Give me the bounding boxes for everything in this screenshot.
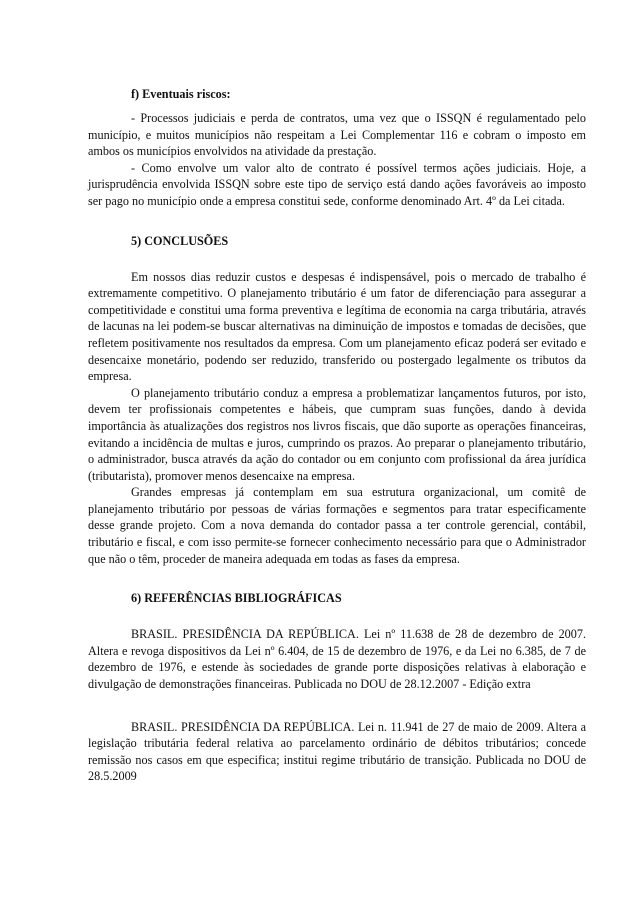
section-heading-referencias: 6) REFERÊNCIAS BIBLIOGRÁFICAS (131, 591, 342, 606)
reference-item-1: BRASIL. PRESIDÊNCIA DA REPÚBLICA. Lei nº 11.638 de 28 de dezembro de 2007. Altera e revoga dispositivos da Lei nº 6.404, de 15 de dezembro de 1976, e da Lei no 6.385, de 7 de dezembro de 1976, e estende às sociedades de grande porte disposições relativas à elaboração e divulgação de demonstrações financeiras. Publicada no DOU de 28.12.2007 - Edição extra (88, 627, 586, 692)
section-heading-riscos: f) Eventuais riscos: (131, 87, 231, 101)
paragraph-conclusoes-2: O planejamento tributário conduz a empresa a problematizar lançamentos futuros, por isto, devem ter profissionais competentes e hábeis, que cumpram suas funções, dando à devida importância às atualizações dos registros nos livros fiscais, que dão suporte as operações financeiras, evitando a incidência de multas e juros, cumprindo os prazos. Ao preparar o planejamento tributário, o administrador, busca através da ação do contador ou em conjunto com profissional da área jurídica (tributarista), promover menos desencaixe na empresa. (88, 385, 586, 483)
section-conclusoes (88, 233, 586, 568)
paragraph-conclusoes-3: Grandes empresas já contemplam em sua estrutura organizacional, um comitê de planejamento tributário por pessoas de várias formações e segmentos para tratar especificamente desse grande projeto. Com a nova demanda do contador passa a ter controle gerencial, contábil, tributário e fiscal, e com isso permite-se fornecer conhecimento necessário para que o Administrador que não o têm, proceder de maneira adequada em todas as fases da empresa. (88, 485, 586, 566)
paragraph-conclusoes-1: Em nossos dias reduzir custos e despesas é indispensável, pois o mercado de trabalho é extremamente competitivo. O planejamento tributário é um fator de diferenciação para assegurar a competitividade e constitui uma forma preventiva e legítima de economia na carga tributária, através de lacunas na lei podem-se buscar alternativas na diminuição de impostos e tomadas de decisões, que refletem positivamente nos resultados da empresa. Com um planejamento eficaz poderá ser evitado e desencaixe monetário, podendo ser reduzido, transferido ou postergado legalmente os tributos da empresa. (88, 269, 586, 384)
reference-item-2: BRASIL. PRESIDÊNCIA DA REPÚBLICA. Lei n. 11.941 de 27 de maio de 2009. Altera a legislação tributária federal relativa ao parcelamento ordinário de débitos tributários; concede remissão nos casos em que especifica; institui regime tributário de transição. Publicada no DOU de 28.5.2009 (88, 719, 586, 784)
paragraph-riscos-1: - Processos judiciais e perda de contratos, uma vez que o ISSQN é regulamentado pelo município, e muitos municípios não respeitam a Lei Complementar 116 e cobram o imposto em ambos os municípios envolvidos na atividade da prestação. (88, 111, 586, 159)
paragraph-riscos-2: - Como envolve um valor alto de contrato é possível termos ações judiciais. Hoje, a jurisprudência envolvida ISSQN sobre este tipo de serviço está dando ações favoráveis ao imposto ser pago no município onde a empresa constitui sede, conforme denominado Art. 4º da Lei citada. (88, 160, 586, 208)
section-eventuais-riscos (88, 86, 586, 210)
section-heading-conclusoes: 5) CONCLUSÕES (131, 233, 229, 248)
section-referencias (88, 590, 586, 785)
